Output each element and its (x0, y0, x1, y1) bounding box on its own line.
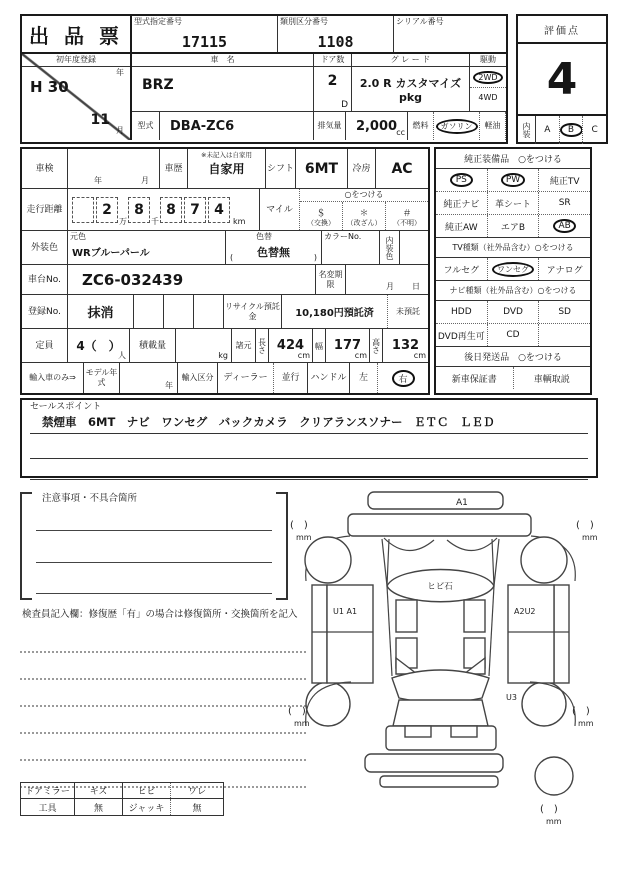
capacity-unit: 人 (118, 351, 126, 360)
a-pillar-right (492, 539, 499, 586)
rear-right-grade: U3 (506, 693, 517, 702)
odometer-digit: 2 (96, 197, 118, 223)
spare-marker-paren: ( ) (540, 804, 558, 815)
interior-grade-c: C (591, 125, 598, 135)
table-cell: 無 (192, 803, 202, 814)
width-label: 幅 (314, 341, 324, 350)
interior-grade-b-selected: B (560, 123, 583, 137)
mileage-unknown-option: ＃ （不明） (393, 208, 421, 227)
right-bracket (276, 492, 288, 600)
notes-label: 注意事項・不具合箇所 (42, 493, 138, 504)
equip-leather: 革シート (488, 192, 540, 214)
recycle-deposit-label: リサイクル預託金 (225, 301, 280, 321)
tread-marker-paren: ( ) (572, 706, 590, 717)
chassis-no-label: 車台No. (22, 265, 68, 294)
table-cell: ワレ (187, 787, 206, 797)
width-value: 177 (333, 338, 362, 353)
displacement-value: 2,000 (355, 118, 398, 134)
new-car-warranty: 新車保証書 (436, 367, 514, 389)
page-title: 出 品 票 (22, 16, 132, 52)
registration-no-label: 登録No. (22, 295, 68, 328)
serial-number-label: シリアル番号 (396, 17, 444, 26)
odometer-digit: 7 (184, 197, 206, 223)
length-unit: cm (297, 351, 310, 360)
sales-points-blank-line (30, 434, 588, 459)
interior-grade-label: 内装 (522, 122, 531, 138)
ac-value: AC (391, 160, 413, 177)
interior-grade-a: A (536, 116, 560, 144)
month-suffix: 月 (116, 126, 124, 135)
hood-arc-right (447, 538, 497, 551)
change-paren-open: ( (230, 253, 234, 262)
interior-color-value (400, 231, 428, 264)
front-bumper (368, 492, 503, 509)
inspector-line (20, 680, 306, 707)
rear-window (392, 670, 489, 703)
tv-fullseg: フルセグ (436, 258, 488, 280)
history-note: ※未記入は自家用 (201, 151, 252, 159)
left-door-grade: U1 A1 (333, 607, 358, 616)
front-right-wheel (521, 537, 567, 583)
sales-points-label: セールスポイント (30, 402, 102, 412)
odometer (68, 189, 260, 230)
drive-label: 駆動 (470, 54, 506, 67)
rename-deadline-label: 名変期限 (318, 269, 343, 289)
registration-no-value: 抹消 (68, 295, 134, 328)
rear-bumper-lower (380, 776, 498, 787)
model-designation-number: 17115 (181, 33, 228, 51)
fuel-label: 燃料 (408, 112, 434, 140)
chassis-no-value: ZC6-032439 (68, 265, 316, 294)
cabin-rail-right (489, 586, 494, 676)
left-door-edge (312, 585, 327, 683)
inspector-line (20, 734, 306, 761)
hood-arc-left (384, 538, 434, 551)
rename-month: 月 (386, 282, 394, 291)
notes-line (36, 562, 272, 563)
equip-aw: 純正AW (436, 215, 488, 237)
shift-value: 6MT (296, 149, 348, 188)
tread-marker-paren: ( ) (290, 520, 308, 531)
evaluation-label: 評価点 (518, 16, 606, 44)
car-name: BRZ (142, 77, 174, 93)
inspector-lines (20, 626, 306, 788)
model-code-label: 型式 (132, 112, 160, 140)
import-only-label: 輸入車のみ⇒ (22, 363, 84, 393)
mirror-tools-table (20, 782, 224, 816)
equip-abs-selected: AB (553, 219, 576, 233)
color-change-label: 色替 (256, 232, 272, 241)
doors-d: D (341, 100, 348, 110)
tread-marker-mm: mm (294, 719, 310, 728)
class-number-label: 類別区分番号 (280, 17, 328, 26)
spare-tire (535, 757, 573, 795)
shaken-label: 車検 (22, 149, 68, 188)
doors-label: ドア数 (314, 54, 351, 67)
height-value: 132 (391, 338, 420, 353)
equip-ps-selected: PS (450, 173, 473, 187)
trunk (393, 700, 488, 726)
tread-marker-mm: mm (582, 533, 598, 542)
odometer-digit: 8 (160, 197, 182, 223)
tv-type-header: TV種類（社外品含む）○をつける (436, 238, 590, 258)
history-label: 車歴 (160, 149, 188, 188)
model-code: DBA-ZC6 (160, 112, 314, 140)
equip-tv: 純正TV (549, 176, 580, 187)
rear-panel-notch (451, 726, 477, 737)
evaluation-score: 4 (518, 44, 606, 116)
ac-label: 冷房 (348, 149, 376, 188)
navi-hdd: HDD (436, 301, 488, 323)
mileage-label: 走行距離 (22, 189, 68, 230)
later-shipment-header: 後日発送品 ○をつける (436, 347, 590, 367)
original-color-label: 元色 (70, 232, 86, 241)
navi-sd: SD (558, 307, 571, 317)
model-designation-label: 型式指定番号 (134, 17, 182, 26)
equip-navi: 純正ナビ (436, 192, 488, 214)
length-label: 長さ (257, 337, 267, 354)
tv-oneseg-selected: ワンセグ (492, 262, 534, 277)
car-name-label: 車 名 (132, 54, 313, 67)
tread-marker-paren: ( ) (288, 706, 306, 717)
tread-marker-mm: mm (296, 533, 312, 542)
capacity-label: 定員 (22, 329, 68, 362)
equip-pw-selected: PW (501, 173, 525, 187)
parallel-option: 並行 (274, 363, 308, 393)
color-change-value: 色替無 (257, 245, 290, 259)
inspector-label: 検査員記入欄：修復歴「有」の場合は修復箇所・交換箇所を記入 (22, 609, 298, 620)
original-color-value: WRブルーパール (72, 248, 150, 259)
notes-area (20, 492, 288, 600)
navi-dvd: DVD (488, 301, 540, 323)
grade-value: 2.0 R カスタマイズpkg (359, 77, 462, 104)
fuel-diesel: 軽油 (480, 112, 506, 140)
left-door-panel (327, 585, 373, 683)
mileage-exchange-option: ＄ （交換） (300, 202, 343, 230)
height-unit: cm (413, 351, 426, 360)
details-table (20, 147, 430, 395)
front-panel (348, 514, 531, 536)
equip-sunroof: SR (558, 198, 571, 208)
inspector-line (20, 707, 306, 734)
right-door-panel (508, 585, 554, 683)
navi-type-header: ナビ種類（社外品含む）○をつける (436, 281, 590, 301)
capacity-value: 4（ ） (76, 339, 121, 353)
dealer-option: ディーラー (218, 363, 274, 393)
sales-points-box (20, 398, 598, 478)
change-paren-close: ) (313, 253, 317, 262)
table-cell: ジャッキ (123, 799, 171, 815)
model-year-label: モデル年式 (85, 368, 118, 387)
front-left-wheel (305, 537, 351, 583)
windshield-damage: ヒビ石 (427, 582, 453, 592)
cabin-rail-left (387, 586, 392, 676)
rear-left-wheel (306, 682, 350, 726)
front-bumper-grade: A1 (456, 498, 468, 508)
rear-panel (386, 726, 496, 750)
first-registration-month: 11 (90, 112, 110, 128)
sen-label: 千 (151, 217, 159, 226)
vehicle-manual: 車輌取説 (533, 374, 570, 385)
drive-2wd-selected: 2WD (473, 71, 502, 84)
grade-label: グ レ ー ド (352, 54, 469, 67)
dimensions-label: 諸元 (232, 329, 256, 362)
handle-left-option: 左 (350, 363, 378, 393)
shift-label: シフト (266, 149, 296, 188)
evaluation-box (516, 14, 608, 144)
navi-dvd-play: DVD再生可 (436, 324, 488, 346)
import-type-label: 輸入区分 (178, 363, 218, 393)
car-damage-diagram (288, 486, 620, 866)
first-registration-cell (22, 54, 132, 140)
inspector-line (20, 626, 306, 653)
sales-points-blank-line (30, 459, 588, 480)
doors-count: 2 (327, 73, 338, 89)
navi-cd: CD (488, 324, 540, 346)
displacement-unit: cc (396, 128, 405, 137)
model-year-suffix: 年 (165, 381, 173, 390)
shaken-month-label: 月 (141, 176, 149, 185)
rear-panel-notch (405, 726, 431, 737)
table-cell: ヒビ (123, 783, 171, 798)
shaken-year-label: 年 (94, 176, 102, 185)
right-door-grade: A2U2 (514, 607, 536, 616)
first-registration-label: 初年度登録 (22, 54, 130, 67)
left-bracket (20, 492, 32, 600)
sill-shape (464, 600, 485, 632)
length-value: 424 (276, 338, 305, 353)
load-unit: kg (218, 351, 228, 360)
notes-line (36, 530, 272, 531)
drive-4wd: 4WD (478, 92, 498, 102)
table-cell: ドアミラー (21, 783, 75, 798)
km-unit: km (233, 217, 246, 226)
handle-right-selected: 右 (392, 370, 415, 387)
recycle-deposit-value: 10,180円預託済 (282, 295, 388, 328)
man-label: 万 (119, 217, 127, 226)
rename-day: 日 (412, 282, 420, 291)
recycle-none: 未預託 (396, 306, 420, 316)
year-suffix: 年 (116, 68, 124, 77)
color-no-label: カラーNo. (324, 232, 362, 241)
displacement-label: 排気量 (314, 112, 346, 140)
table-cell: 工具 (21, 799, 75, 815)
a-pillar-left (382, 539, 389, 586)
fuel-gasoline-selected: ガソリン (436, 119, 478, 134)
navi-blank (539, 324, 590, 346)
circle-note: ○をつける (300, 189, 428, 202)
sales-points-text: 禁煙車 6MT ナビ ワンセグ バックカメラ クリアランスソナー ＥＴＣ ＬＥＤ (30, 412, 588, 434)
rear-bumper (365, 754, 503, 772)
height-label: 高さ (371, 337, 381, 354)
notes-line (36, 593, 272, 594)
table-cell: 無 (75, 799, 123, 815)
top-form-box (20, 14, 508, 144)
mile-option: マイル (260, 189, 300, 230)
registration-box (164, 295, 194, 328)
class-number: 1108 (317, 33, 354, 51)
tread-marker-mm: mm (578, 719, 594, 728)
width-unit: cm (354, 351, 367, 360)
auction-sheet (20, 14, 620, 866)
tread-marker-paren: ( ) (576, 520, 594, 531)
registration-box (194, 295, 224, 328)
equip-airbag: エアB (488, 215, 540, 237)
inspector-line (20, 653, 306, 680)
right-door-edge (554, 585, 569, 683)
equipment-panel (434, 147, 592, 395)
interior-color-label: 内装色 (385, 235, 394, 260)
history-value: 自家用 (208, 162, 245, 176)
first-registration-year: H 30 (30, 78, 69, 96)
table-cell: キズ (75, 783, 123, 798)
odometer-digit: 8 (128, 197, 150, 223)
mileage-tampered-option: ＊ （改ざん） (343, 202, 386, 230)
registration-box (134, 295, 164, 328)
handle-label: ハンドル (308, 363, 350, 393)
sill-shape (396, 600, 417, 632)
load-label: 積載量 (130, 329, 176, 362)
odometer-digit (72, 197, 94, 223)
exterior-color-label: 外装色 (22, 231, 68, 264)
spare-marker-mm: mm (546, 817, 562, 826)
genuine-equipment-header: 純正装備品 ○をつける (436, 149, 590, 169)
odometer-digit: 4 (208, 197, 230, 223)
tv-analog: アナログ (546, 265, 583, 276)
